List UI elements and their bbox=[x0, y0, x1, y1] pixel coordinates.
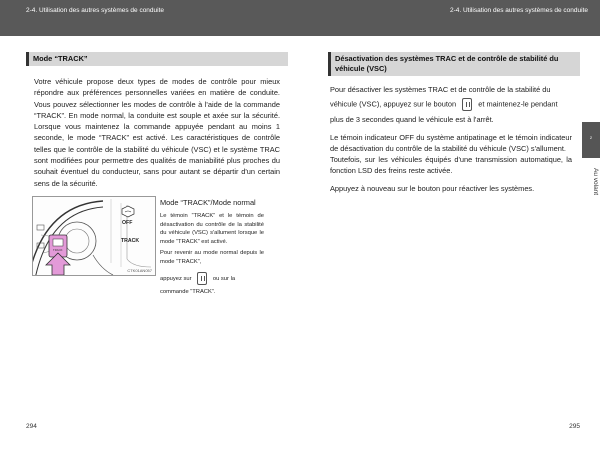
right-para-1d: plus de 3 secondes quand le véhicule est à l'arrêt. bbox=[330, 115, 494, 125]
off-indicator-label: OFF bbox=[122, 219, 133, 226]
figure-desc-3b: ou sur la bbox=[212, 275, 236, 282]
right-para-1c-text: et maintenez-le pendant bbox=[478, 99, 558, 109]
steering-wheel-illustration bbox=[33, 197, 156, 276]
right-para-4: Appuyez à nouveau sur le bouton pour réactiver les systèmes. bbox=[330, 183, 535, 193]
right-para-2: Le témoin indicateur OFF du système antipatinage et le témoin indicateur de désactivation du contrôle de la stabilité du véhicule (VSC) s'allument. bbox=[330, 132, 572, 153]
chapter-tab bbox=[582, 122, 600, 158]
track-mode-figure-row bbox=[26, 196, 288, 306]
figure-code: CTK01AN057 bbox=[127, 267, 152, 273]
trac-vsc-text bbox=[330, 84, 572, 194]
track-indicator-label: TRACK bbox=[121, 237, 140, 244]
figure-caption: Mode “TRACK”/Mode normal bbox=[160, 197, 256, 207]
track-mode-figure bbox=[32, 196, 156, 276]
right-para-1b bbox=[330, 98, 572, 111]
page-number-left: 294 bbox=[26, 423, 37, 430]
chapter-tab-number: 2 bbox=[589, 135, 593, 140]
header-left-title: 2-4. Utilisation des autres systèmes de conduite bbox=[26, 7, 165, 14]
page-number-right: 295 bbox=[569, 423, 580, 430]
left-page bbox=[26, 52, 288, 306]
page-header-bar bbox=[0, 0, 600, 36]
track-button-label: TRACK bbox=[53, 247, 63, 252]
right-para-3: Toutefois, sur les véhicules équipés d'une transmission automatique, la fonction LSD des freins reste activée. bbox=[330, 155, 572, 176]
right-page bbox=[328, 52, 580, 194]
vsc-off-button-icon bbox=[462, 98, 472, 111]
header-right-title: 2-4. Utilisation des autres systèmes de conduite bbox=[449, 7, 588, 14]
figure-desc-2: Pour revenir au mode normal depuis le mode “TRACK”, bbox=[160, 250, 264, 265]
vsc-off-button-icon bbox=[197, 272, 207, 285]
section-title-trac-vsc: Désactivation des systèmes TRAC et de contrôle de stabilité du véhicule (VSC) bbox=[328, 52, 580, 76]
figure-desc-3c: commande “TRACK”. bbox=[160, 288, 216, 295]
right-para-1a: Pour désactiver les systèmes TRAC et de contrôle de la stabilité du bbox=[330, 85, 551, 94]
chapter-side-label: Au volant bbox=[592, 168, 599, 196]
figure-desc-3a: appuyez sur bbox=[160, 275, 192, 282]
right-para-1b-text: véhicule (VSC), appuyez sur le bouton bbox=[330, 99, 457, 109]
track-mode-paragraph: Votre véhicule propose deux types de modes de contrôle pour mieux répondre aux préférences personnelles variées en matière de conduite. Vous pouvez sélectionner les modes de contrôle à l'aide de la commande “TRACK”. En mode normal, la conduite est souple et axée sur la sécurité. Lorsque vous maintenez la commande appuyée pendant au moins 1 seconde, le mode “TRACK” est activé. Les caractéristiques de contrôle telles que le contrôle de la stabilité du véhicule (VSC) et le système TRAC sont modifiées pour permettre des qualités de maniabilité plus proches du souhait éventuel du conducteur, sans pour autant se départir d'un certain sens de la sécurité. bbox=[34, 77, 280, 188]
section-title-track-mode: Mode “TRACK” bbox=[26, 52, 288, 66]
figure-description bbox=[160, 212, 264, 296]
figure-desc-1: Le témoin “TRACK” et le témoin de désactivation du contrôle de la stabilité du véhicule (VSC) s'allument lorsque le mode “TRACK” est activé. bbox=[160, 212, 264, 245]
figure-desc-3 bbox=[160, 272, 264, 285]
